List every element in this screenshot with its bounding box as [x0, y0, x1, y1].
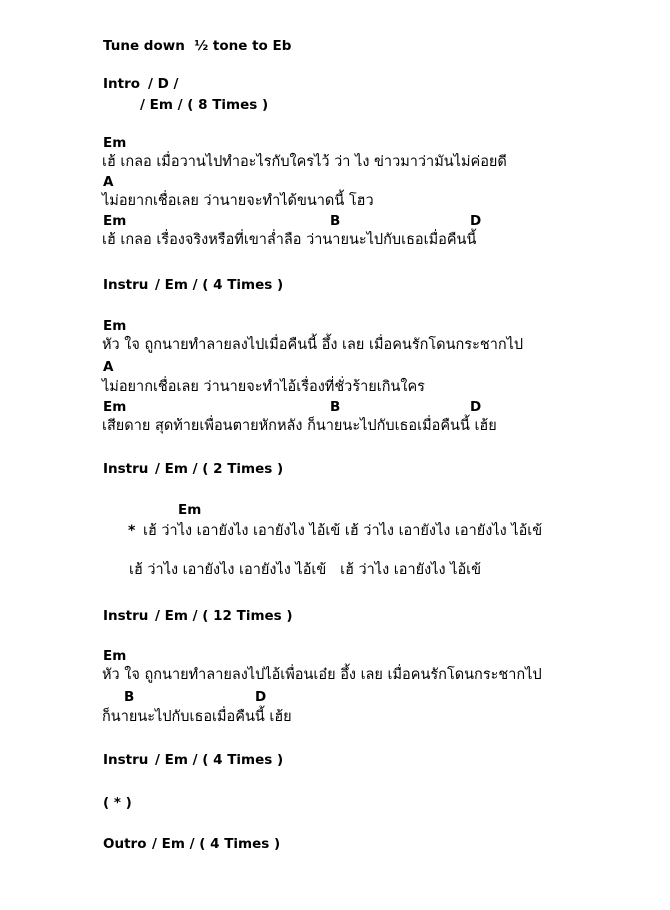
repeat-chorus-line: [0, 793, 670, 813]
outro-pattern: / Em / ( 4 Times ): [152, 836, 281, 852]
chord-b: B: [330, 213, 341, 229]
chorus-chord-row: [0, 500, 670, 520]
verse1-lyric-1: [0, 152, 670, 172]
verse2-lyric-2: [0, 377, 670, 397]
intro-pattern-1: / D /: [148, 76, 179, 92]
chorus-marker: *: [128, 523, 136, 539]
instru-pattern: / Em / ( 4 Times ): [155, 752, 284, 768]
verse2-chord-row-2: [0, 357, 670, 377]
lyric-text: หัว ใจ ถูกนายทำลายลงไปเมื่อคืนนี้ อึ้ง เลย เมื่อคนรักโดนกระชากไป: [102, 337, 524, 353]
intro-label: Intro: [103, 76, 141, 92]
instru-pattern: / Em / ( 4 Times ): [155, 277, 284, 293]
chord-a: A: [103, 174, 114, 190]
verse2-lyric-3: [0, 416, 670, 436]
repeat-chorus-label: ( * ): [103, 795, 132, 811]
instru-pattern: / Em / ( 2 Times ): [155, 461, 284, 477]
tuning-instruction: Tune down ½ tone to Eb: [103, 38, 292, 54]
instru-label: Instru: [103, 461, 149, 477]
chord-em: Em: [178, 502, 202, 518]
outro-label: Outro: [103, 836, 147, 852]
verse3-lyric-1: [0, 665, 670, 685]
instru-line-3: [0, 606, 670, 626]
chord-d: D: [470, 399, 482, 415]
verse1-lyric-3: [0, 230, 670, 250]
verse2-lyric-1: [0, 335, 670, 355]
intro-line-1: [0, 74, 670, 94]
outro-line: [0, 834, 670, 854]
intro-line-2: [0, 95, 670, 115]
instru-label: Instru: [103, 608, 149, 624]
chord-d: D: [255, 689, 267, 705]
chorus-lyric-2: [0, 560, 670, 580]
chorus-lyric-1: [0, 521, 670, 541]
lyric-text: เสียดาย สุดท้ายเพื่อนตายหักหลัง ก็นายนะไปกับเธอเมื่อคืนนี้ เฮ้ย: [102, 418, 497, 434]
lyric-text: เฮ้ ว่าไง เอายังไง เอายังไง ไอ้เข้ เฮ้ ว่าไง เอายังไง เอายังไง ไอ้เข้: [143, 523, 543, 539]
verse3-lyric-2: [0, 707, 670, 727]
verse1-chord-row-1: [0, 133, 670, 153]
instru-line-4: [0, 750, 670, 770]
verse1-chord-row-2: [0, 172, 670, 192]
lyric-text: ไม่อยากเชื่อเลย ว่านายจะทำไอ้เรื่องที่ชั่วร้ายเกินใคร: [102, 379, 425, 395]
lyric-text: ไม่อยากเชื่อเลย ว่านายจะทำได้ขนาดนี้ โฮว: [102, 193, 374, 209]
chord-em: Em: [103, 135, 127, 151]
intro-pattern-2: / Em / ( 8 Times ): [140, 97, 269, 113]
verse1-lyric-2: [0, 191, 670, 211]
lyric-text: หัว ใจ ถูกนายทำลายลงไปไอ้เพื่อนเอ๋ย อึ้ง เลย เมื่อคนรักโดนกระชากไป: [102, 667, 542, 683]
instru-label: Instru: [103, 752, 149, 768]
chord-a: A: [103, 359, 114, 375]
instru-line-1: [0, 275, 670, 295]
instru-label: Instru: [103, 277, 149, 293]
verse3-chord-row-1: [0, 646, 670, 666]
chord-d: D: [470, 213, 482, 229]
verse2-chord-row-1: [0, 316, 670, 336]
instru-pattern: / Em / ( 12 Times ): [155, 608, 293, 624]
verse1-chord-row-3: [0, 211, 670, 231]
lyric-text: ก็นายนะไปกับเธอเมื่อคืนนี้ เฮ้ย: [102, 709, 292, 725]
chord-em: Em: [103, 399, 127, 415]
verse3-chord-row-2: [0, 687, 670, 707]
instru-line-2: [0, 459, 670, 479]
lyric-text: เฮ้ เกลอ เรื่องจริงหรือที่เขาล่ำลือ ว่านายนะไปกับเธอเมื่อคืนนี้: [102, 232, 477, 248]
chord-em: Em: [103, 213, 127, 229]
lyric-text: เฮ้ ว่าไง เอายังไง เอายังไง ไอ้เข้ เฮ้ ว่าไง เอายังไง ไอ้เข้: [129, 562, 482, 578]
chord-em: Em: [103, 318, 127, 334]
chord-em: Em: [103, 648, 127, 664]
verse2-chord-row-3: [0, 397, 670, 417]
chord-b: B: [330, 399, 341, 415]
chord-b: B: [124, 689, 135, 705]
tuning-instruction-line: [0, 36, 670, 56]
lyric-text: เฮ้ เกลอ เมื่อวานไปทำอะไรกับใครไว้ ว่า ไง ข่าวมาว่ามันไม่ค่อยดี: [102, 154, 507, 170]
